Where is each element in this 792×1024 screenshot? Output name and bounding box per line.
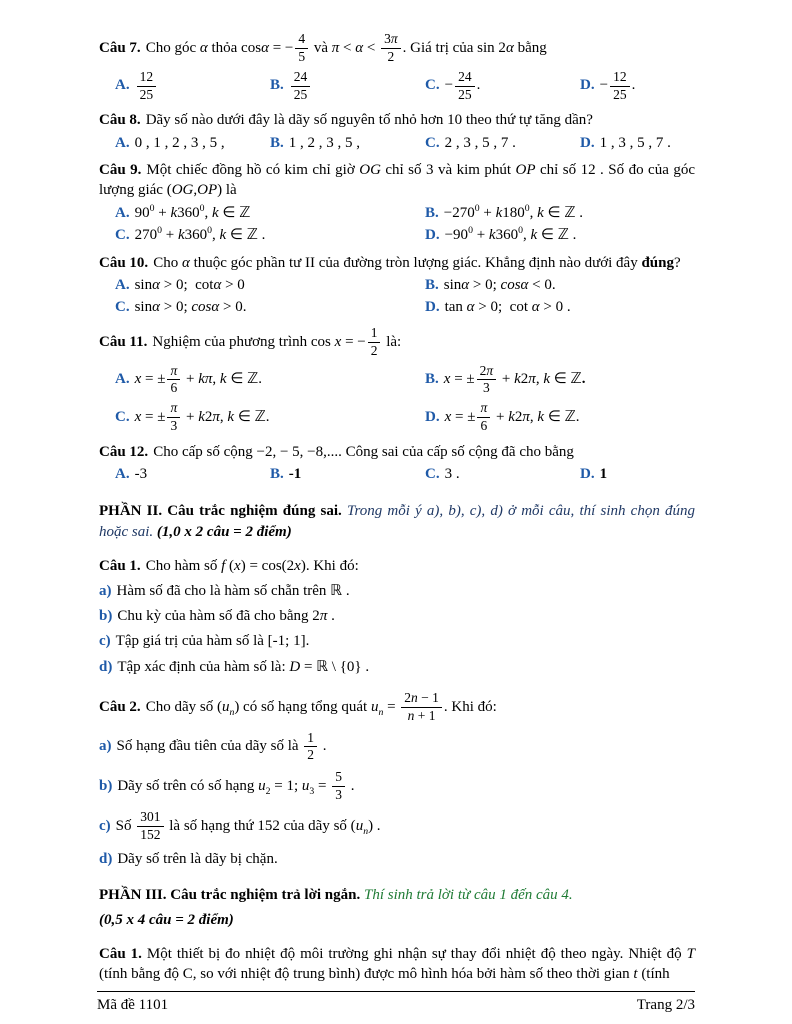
option-text: $90^0 + k360^0$, k ∈ ℤ: [134, 202, 251, 221]
question-10-stem: [99, 253, 695, 273]
question-11-option-a: [115, 363, 425, 398]
question-7-option-c: [425, 69, 580, 104]
option-letter: C.: [425, 134, 440, 151]
question-9-option-c: [115, 226, 425, 246]
option-text: 1: [599, 466, 608, 483]
part2-question-2-number: Câu 2.: [99, 698, 141, 715]
option-letter: A.: [115, 134, 130, 151]
part2-q2-item-a: [99, 730, 695, 765]
question-9-option-d: [425, 226, 576, 246]
question-7-number: Câu 7.: [99, 39, 141, 56]
option-letter: D.: [580, 77, 595, 94]
question-7-text: Cho góc α thỏa cosα = − $\frac{4}{5}$ và π < α < $\frac{3\pi}{2}$ . Giá trị của sin 2α bằng: [145, 31, 547, 64]
option-letter: B.: [425, 371, 439, 388]
question-11-stem: [99, 325, 695, 360]
question-8-option-d: [580, 134, 671, 154]
question-11-text: Nghiệm của phương trình cos x = − $\frac{1}{2}$ là:: [152, 324, 402, 358]
part2-q2-item-c: [99, 809, 695, 844]
question-9-option-b: [425, 204, 583, 224]
item-letter: c): [99, 817, 111, 834]
part2-instructions: Trong mỗi ý a), b), c), d) ở mỗi câu, thí sinh chọn đúng hoặc sai.: [99, 502, 696, 540]
item-letter: b): [99, 608, 113, 625]
part2-q2-item-b: [99, 769, 695, 804]
option-letter: B.: [425, 276, 439, 293]
option-letter: D.: [580, 134, 595, 151]
item-text: Dãy số trên là dãy bị chặn.: [117, 850, 278, 867]
part2-question-2-stem: [99, 690, 695, 725]
question-8-number: Câu 8.: [99, 112, 141, 129]
option-letter: D.: [425, 409, 440, 426]
part3-points-line: [99, 910, 695, 931]
question-9-option-a: [115, 204, 425, 224]
option-letter: B.: [270, 466, 284, 483]
option-letter: C.: [425, 77, 440, 94]
question-7-option-a: [115, 69, 270, 104]
item-letter: a): [99, 738, 112, 755]
option-letter: A.: [115, 371, 130, 388]
question-8-stem: [99, 110, 695, 130]
part3-points: (0,5 x 4 câu = 2 điểm): [99, 911, 234, 928]
question-11-options-row2: [115, 400, 695, 435]
option-letter: A.: [115, 466, 130, 483]
item-text: Tập giá trị của hàm số là [-1; 1].: [115, 633, 310, 650]
part2-question-2-text: Cho dãy số $(u_n)$ có số hạng tổng quát $u_n$ = $\frac{2n - 1}{n + 1}$ . Khi đó:: [145, 689, 497, 723]
question-8-options: [115, 134, 695, 154]
item-text: Tập xác định của hàm số là: D = ℝ \ {0} .: [117, 658, 370, 675]
option-text: $\frac{24}{25}$: [289, 77, 313, 93]
question-11-option-c: [115, 400, 425, 435]
option-text: sinα > 0; cotα > 0: [134, 276, 245, 293]
question-10-option-b: [425, 276, 556, 296]
part3-instructions: Thí sinh trả lời từ câu 1 đến câu 4.: [363, 886, 573, 903]
question-11-number: Câu 11.: [99, 333, 148, 350]
question-12-option-d: [580, 465, 607, 485]
item-text: Hàm số đã cho là hàm số chẵn trên ℝ .: [116, 582, 350, 599]
option-letter: C.: [115, 299, 130, 316]
option-text: 0 , 1 , 2 , 3 , 5 ,: [134, 134, 225, 151]
option-letter: C.: [115, 409, 130, 426]
question-12-option-b: [270, 465, 425, 485]
part3-heading: [99, 885, 695, 906]
option-letter: D.: [425, 227, 440, 244]
option-letter: B.: [425, 204, 439, 221]
question-10-number: Câu 10.: [99, 254, 149, 271]
part2-q1-item-a: [99, 581, 695, 601]
part3-question-1-stem: [99, 944, 695, 985]
option-text: − $\frac{24}{25}$ .: [444, 68, 481, 102]
part2-q2-item-d: [99, 849, 695, 869]
question-12-option-a: [115, 465, 270, 485]
question-7-option-b: [270, 69, 425, 104]
question-8-text: Dãy số nào dưới đây là dãy số nguyên tố nhỏ hơn 10 theo thứ tự tăng dần?: [145, 112, 593, 129]
item-letter: d): [99, 850, 113, 867]
part2-question-2: [99, 690, 695, 869]
option-text: sinα > 0; cosα > 0.: [134, 299, 247, 316]
option-text: 3 .: [444, 466, 460, 483]
part3-question-1-text: Một thiết bị đo nhiệt độ môi trường ghi nhận sự thay đổi nhiệt độ theo ngày. Nhiệt độ T (tính bằng độ C, so với nhiệt độ trung bình) được mô hình hóa bởi hàm số theo thời gian t (tính: [99, 945, 695, 983]
question-9-options-row1: [115, 204, 695, 224]
part2-question-1-text: Cho hàm số f (x) = cos(2x). Khi đó:: [145, 557, 359, 574]
question-9-options-row2: [115, 226, 695, 246]
part3-question-1-number: Câu 1.: [99, 945, 142, 962]
exam-code: Mã đề 1101: [97, 997, 169, 1013]
option-text: $270^0 + k360^0$, k ∈ ℤ .: [134, 225, 266, 244]
option-text: sinα > 0; cosα < 0.: [443, 276, 556, 293]
question-12-number: Câu 12.: [99, 443, 149, 460]
question-12-text: Cho cấp số cộng −2, − 5, −8,.... Công sai của cấp số cộng đã cho bằng: [153, 443, 574, 460]
option-text: x = ± $\frac{\pi}{6}$ + kπ, k ∈ ℤ.: [134, 362, 263, 396]
part2-points: (1,0 x 2 câu = 2 điểm): [156, 523, 292, 540]
option-text: 1 , 2 , 3 , 5 ,: [288, 134, 361, 151]
question-12-options: [115, 465, 695, 485]
question-11-option-d: [425, 400, 580, 435]
option-letter: A.: [115, 77, 130, 94]
option-text: − $\frac{12}{25}$ .: [599, 68, 636, 102]
option-letter: B.: [270, 134, 284, 151]
option-text: $-90^0 + k360^0$, k ∈ ℤ .: [444, 225, 577, 244]
option-text: x = ± $\frac{\pi}{6}$ + k2π, k ∈ ℤ.: [444, 400, 580, 434]
part2-question-1-stem: [99, 556, 695, 576]
part2-title: PHẦN II. Câu trắc nghiệm đúng sai.: [99, 502, 342, 519]
option-letter: A.: [115, 276, 130, 293]
question-10-text: Cho α thuộc góc phần tư II của đường tròn lượng giác. Khẳng định nào dưới đây đúng?: [153, 254, 681, 271]
option-text: $\frac{12}{25}$: [135, 77, 159, 93]
part2-heading: [99, 501, 695, 543]
option-letter: B.: [270, 77, 284, 94]
option-text: -3: [134, 466, 148, 483]
question-12: [99, 442, 695, 485]
option-text: $-270^0 + k180^0$, k ∈ ℤ .: [443, 202, 584, 221]
part2-q1-item-c: [99, 631, 695, 651]
question-10: [99, 253, 695, 318]
question-8-option-c: [425, 134, 580, 154]
option-text: x = ± $\frac{2\pi}{3}$ + k2π, k ∈ ℤ.: [443, 362, 586, 396]
item-text: Số $\frac{301}{152}$ là số hạng thứ 152 của dãy số $(u_n)$ .: [115, 809, 381, 842]
part3-question-1: [99, 944, 695, 985]
question-10-option-d: [425, 298, 571, 318]
option-letter: D.: [580, 466, 595, 483]
question-8-option-a: [115, 134, 270, 154]
part2-q1-item-b: [99, 606, 695, 626]
question-11: [99, 325, 695, 435]
question-9-text: Một chiếc đồng hồ có kim chỉ giờ OG chỉ số 3 và kim phút OP chỉ số 12 . Số đo của góc lượng giác (OG,OP) là: [99, 162, 695, 199]
question-9: [99, 160, 695, 246]
question-10-options-row1: [115, 276, 695, 296]
part2-q1-item-d: [99, 657, 695, 677]
question-8: [99, 110, 695, 153]
question-7: [99, 31, 695, 103]
page-footer: [97, 991, 695, 1014]
item-letter: a): [99, 582, 112, 599]
option-text: 2 , 3 , 5 , 7 .: [444, 134, 516, 151]
page-number: Trang 2/3: [636, 997, 695, 1013]
option-letter: D.: [425, 299, 440, 316]
part3-title: PHẦN III. Câu trắc nghiệm trả lời ngắn.: [99, 886, 361, 903]
question-9-number: Câu 9.: [99, 162, 142, 179]
item-letter: b): [99, 778, 113, 795]
option-letter: C.: [115, 227, 130, 244]
item-text: Chu kỳ của hàm số đã cho bằng 2π .: [117, 608, 335, 625]
question-10-options-row2: [115, 298, 695, 318]
item-text: Dãy số trên có số hạng $u_2 = 1$; $u_3$ = $\frac{5}{3}$ .: [117, 769, 355, 803]
option-text: 1 , 3 , 5 , 7 .: [599, 134, 671, 151]
option-letter: A.: [115, 204, 130, 221]
question-11-options-row1: [115, 363, 695, 398]
question-11-option-b: [425, 363, 585, 398]
question-10-option-c: [115, 298, 425, 318]
part2-question-1-number: Câu 1.: [99, 557, 141, 574]
question-12-option-c: [425, 465, 580, 485]
item-letter: c): [99, 633, 111, 650]
question-7-stem: [99, 31, 695, 66]
option-text: x = ± $\frac{\pi}{3}$ + k2π, k ∈ ℤ.: [134, 400, 270, 434]
option-text: tan α > 0; cot α > 0 .: [444, 299, 571, 316]
question-12-stem: [99, 442, 695, 462]
option-letter: C.: [425, 466, 440, 483]
question-10-option-a: [115, 276, 425, 296]
question-8-option-b: [270, 134, 425, 154]
option-text: -1: [288, 466, 302, 483]
question-9-stem: [99, 160, 695, 201]
question-7-options: [115, 69, 695, 104]
item-text: Số hạng đầu tiên của dãy số là $\frac{1}{2}$ .: [116, 729, 327, 763]
part2-question-1: [99, 556, 695, 677]
item-letter: d): [99, 658, 113, 675]
question-7-option-d: [580, 69, 635, 104]
